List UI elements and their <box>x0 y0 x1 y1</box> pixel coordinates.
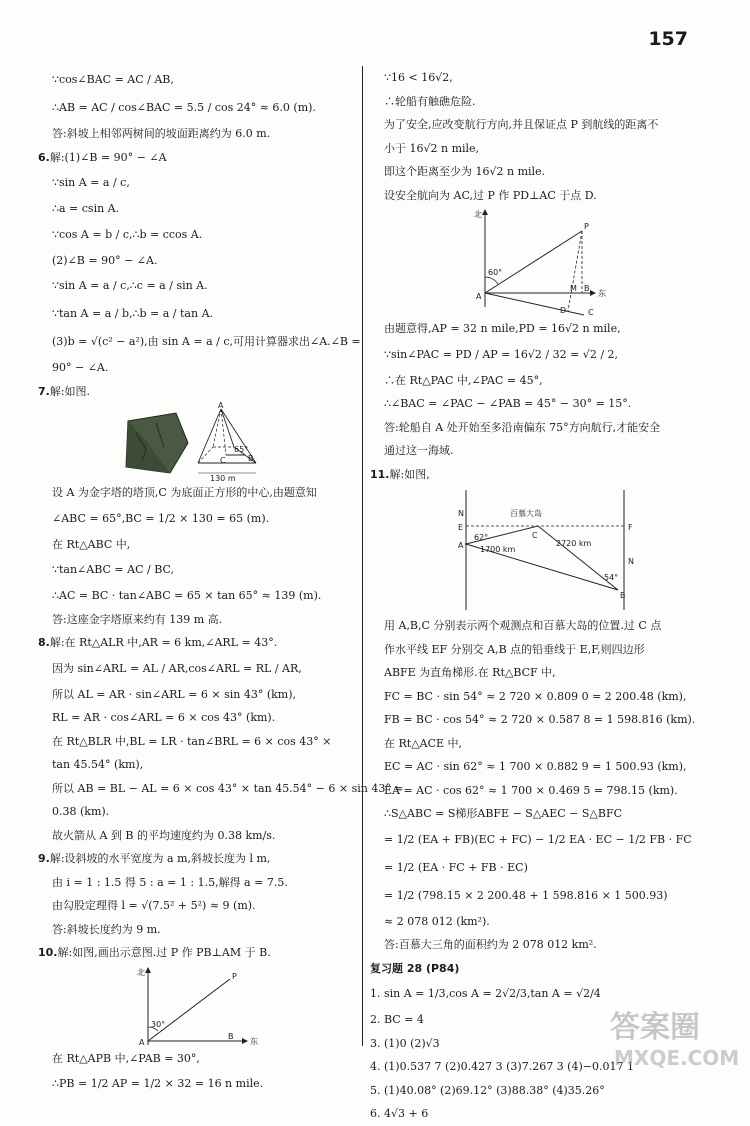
text-line: 由题意得,AP = 32 n mile,PD = 16√2 n mile, <box>384 322 621 335</box>
text-line: 在 Rt△ABC 中, <box>52 537 131 551</box>
point-label-b: B <box>228 1031 234 1041</box>
text-line: ∴在 Rt△PAC 中,∠PAC = 45°, <box>384 373 543 387</box>
problem-10 <box>38 941 354 965</box>
problem-number: 11. <box>370 467 390 481</box>
bearing-figure <box>38 965 354 1047</box>
point-label-d: D <box>560 306 567 315</box>
point-label-e: E <box>458 523 464 532</box>
point-label-b: B <box>584 284 590 293</box>
bermuda-figure <box>370 486 700 614</box>
text-line: ∵tan A = a / b,∴b = a / tan A. <box>52 307 214 320</box>
text-line: 作水平线 EF 分别交 A,B 点的铅垂线于 E,F,则四边形 <box>384 642 645 656</box>
text-line: 在 Rt△APB 中,∠PAB = 30°, <box>52 1051 200 1065</box>
text-line: 解:在 Rt△ALR 中,AR = 6 km,∠ARL = 43°. <box>49 636 278 649</box>
problem-number: 7. <box>38 384 50 398</box>
page-number: 157 <box>648 28 688 50</box>
text-line: 在 Rt△ACE 中, <box>384 736 463 750</box>
bearing-diagram <box>38 965 354 1047</box>
text-line: ∴∠BAC = ∠PAC − ∠PAB = 45° − 30° = 15°. <box>384 397 632 410</box>
answer-line: 1. sin A = 1/3,cos A = 2√2/3,tan A = √2/4 <box>370 987 601 1000</box>
text-line: 由勾股定理得 l = √(7.5² + 5²) ≈ 9 (m). <box>52 899 256 912</box>
text-line: ABFE 为直角梯形.在 Rt△BCF 中, <box>384 666 556 679</box>
answer-line: 3. (1)0 (2)√3 <box>370 1036 440 1050</box>
bermuda-diagram <box>370 486 700 614</box>
text-line: 小于 16√2 n mile, <box>384 141 480 155</box>
watermark-graphic <box>604 999 740 1073</box>
text-line: EA = AC · cos 62° ≈ 1 700 × 0.469 5 = 798.15 (km). <box>384 783 678 797</box>
review-title: 复习题 28 (P84) <box>370 961 460 975</box>
text-line: 即这个距离至少为 16√2 n mile. <box>384 165 546 178</box>
pyramid-figure <box>38 403 354 481</box>
text-line: 答:百慕大三角的面积约为 2 078 012 km². <box>384 938 597 951</box>
text-line: ∠ABC = 65°,BC = 1/2 × 130 = 65 (m). <box>52 511 270 525</box>
text-line: 所以 AB = BL − AL = 6 × cos 43° × tan 45.54° − 6 × sin 43° ≈ <box>52 781 404 795</box>
point-label-c: C <box>532 531 538 540</box>
problem-11 <box>370 463 700 487</box>
text-line: = 1/2 (798.15 × 2 200.48 + 1 598.816 × 1 500.93) <box>384 888 668 902</box>
text-line: ∵sin A = a / c, <box>52 176 130 189</box>
text-line: ∴PB = 1/2 AP = 1/2 × 32 = 16 n mile. <box>52 1077 264 1090</box>
text-line: 用 A,B,C 分别表示两个观测点和百慕大岛的位置.过 C 点 <box>384 619 662 632</box>
watermark-text-1: 答案圈 <box>610 1010 700 1045</box>
text-line: ∵cos A = b / c,∴b = ccos A. <box>52 227 203 241</box>
text-line: FC = BC · sin 54° ≈ 2 720 × 0.809 0 = 2 200.48 (km), <box>384 689 687 703</box>
text-line: ∵cos∠BAC = AC / AB, <box>52 73 174 86</box>
point-label-m: M <box>570 284 577 293</box>
text-line: 因为 sin∠ARL = AL / AR,cos∠ARL = RL / AR, <box>52 661 302 675</box>
text-line: = 1/2 (EA · FC + FB · EC) <box>384 860 528 874</box>
text-line: 通过这一海域. <box>384 444 454 457</box>
text-line: ∵sin∠PAC = PD / AP = 16√2 / 32 = √2 / 2, <box>384 347 619 361</box>
text-line: 故火箭从 A 到 B 的平均速度约为 0.38 km/s. <box>52 828 276 842</box>
point-label-p: P <box>232 971 237 981</box>
answer-line: 4. (1)0.537 7 (2)0.427 3 (3)7.267 3 (4)−0.017 1 <box>370 1060 634 1073</box>
point-label-b: B <box>620 591 626 600</box>
problem-8 <box>38 631 354 655</box>
point-label-a: A <box>458 541 464 550</box>
text-line: = 1/2 (EA + FB)(EC + FC) − 1/2 EA · EC − 1/2 FB · FC <box>384 832 692 846</box>
column-divider <box>362 66 363 1046</box>
answer-line: 2. BC = 4 <box>370 1013 424 1026</box>
point-label-c: C <box>588 308 594 317</box>
text-line: FB = BC · cos 54° ≈ 2 720 × 0.587 8 = 1 598.816 (km). <box>384 713 696 726</box>
text-line: ∴AB = AC / cos∠BAC = 5.5 / cos 24° ≈ 6.0 (m). <box>52 101 316 114</box>
angle-label: 60° <box>488 268 503 277</box>
angle-label: 65° <box>234 445 249 454</box>
text-line: (2)∠B = 90° − ∠A. <box>52 253 158 267</box>
problem-7 <box>38 380 354 404</box>
text-line: 解:如图, <box>389 467 430 481</box>
text-line: 答:这座金字塔原来约有 139 m 高. <box>52 612 223 626</box>
problem-number: 9. <box>38 852 50 865</box>
distance-bc-label: 2720 km <box>556 539 592 548</box>
north-label: 北 <box>474 210 482 219</box>
island-label: 百慕大岛 <box>510 509 542 518</box>
text-line: 设 A 为金字塔的塔顶,C 为底面正方形的中心,由题意知 <box>52 486 317 499</box>
text-line: (3)b = √(c² − a²),由 sin A = a / c,可用计算器求出∠A.∠B = <box>52 335 361 348</box>
point-label-b: B <box>248 454 254 463</box>
text-line: 答:斜坡上相邻两树间的坡面距离约为 6.0 m. <box>52 127 271 140</box>
angle-b-label: 54° <box>604 573 619 582</box>
point-label-a: A <box>218 401 224 410</box>
text-line: ∴轮船有触礁危险. <box>384 94 476 108</box>
text-line: 解:如图. <box>49 384 91 398</box>
point-label-c: C <box>220 456 226 465</box>
text-line: 0.38 (km). <box>52 805 110 818</box>
answer-line: 5. (1)40.08° (2)69.12° (3)88.38° (4)35.26° <box>370 1083 605 1097</box>
safe-course-figure <box>370 207 700 317</box>
text-line: 解:如图,画出示意图.过 P 作 PB⊥AM 于 B. <box>57 946 271 959</box>
text-line: 所以 AL = AR · sin∠ARL = 6 × sin 43° (km), <box>52 687 296 701</box>
text-line: EC = AC · sin 62° ≈ 1 700 × 0.882 9 = 1 500.93 (km), <box>384 760 687 773</box>
east-label: 东 <box>250 1036 258 1046</box>
text-line: RL = AR · cos∠ARL = 6 × cos 43° (km). <box>52 711 276 724</box>
text-line: 答:斜坡长度约为 9 m. <box>52 922 161 936</box>
north-left-label: N <box>458 509 464 518</box>
text-line: ∴S△ABC = S梯形ABFE − S△AEC − S△BFC <box>384 807 623 820</box>
watermark-text-2: MXQE.COM <box>614 1046 740 1070</box>
point-label-a: A <box>476 292 482 301</box>
east-label: 东 <box>598 289 606 298</box>
point-label-p: P <box>584 222 589 231</box>
north-right-label: N <box>628 557 634 566</box>
point-label-f: F <box>628 523 633 532</box>
text-line: 答:轮船自 A 处开始至多沿南偏东 75°方向航行,才能安全 <box>384 420 661 434</box>
answer-line: 6. 4√3 + 6 <box>370 1107 429 1120</box>
text-line: 为了安全,应改变航行方向,并且保证点 P 到航线的距离不 <box>384 118 659 131</box>
text-line: tan 45.54° (km), <box>52 758 144 771</box>
text-line: 90° − ∠A. <box>52 361 109 374</box>
angle-label: 30° <box>151 1019 166 1029</box>
text-line: ∵16 < 16√2, <box>384 71 453 84</box>
problem-9 <box>38 847 354 871</box>
problem-number: 6. <box>38 150 50 164</box>
pyramid-diagram <box>38 403 354 481</box>
safe-course-diagram <box>370 207 700 317</box>
text-line: ∴a = csin A. <box>52 202 120 215</box>
text-line: ∵sin A = a / c,∴c = a / sin A. <box>52 279 208 292</box>
text-line: ∵tan∠ABC = AC / BC, <box>52 563 175 576</box>
north-label: 北 <box>137 967 145 977</box>
text-line: 解:设斜坡的水平宽度为 a m,斜坡长度为 l m, <box>49 852 271 865</box>
problem-number: 8. <box>38 636 50 649</box>
distance-ac-label: 1700 km <box>480 545 516 554</box>
text-line: 解:(1)∠B = 90° − ∠A <box>49 150 167 164</box>
angle-a-label: 62° <box>474 533 489 542</box>
text-line: 在 Rt△BLR 中,BL = LR · tan∠BRL = 6 × cos 43° × <box>52 734 332 748</box>
watermark-logo <box>604 999 740 1073</box>
problem-6 <box>38 146 354 170</box>
text-line: 由 i = 1 : 1.5 得 5 : a = 1 : 1.5,解得 a = 7.5. <box>52 875 288 889</box>
point-label-a: A <box>139 1037 145 1047</box>
right-column <box>370 66 700 1126</box>
problem-number: 10. <box>38 946 58 959</box>
text-line: ∴AC = BC · tan∠ABC = 65 × tan 65° ≈ 139 (m). <box>52 589 322 602</box>
width-label: 130 m <box>210 474 236 483</box>
text-line: ≈ 2 078 012 (km²). <box>384 914 490 928</box>
text-line: 设安全航向为 AC,过 P 作 PD⊥AC 于点 D. <box>384 188 597 202</box>
